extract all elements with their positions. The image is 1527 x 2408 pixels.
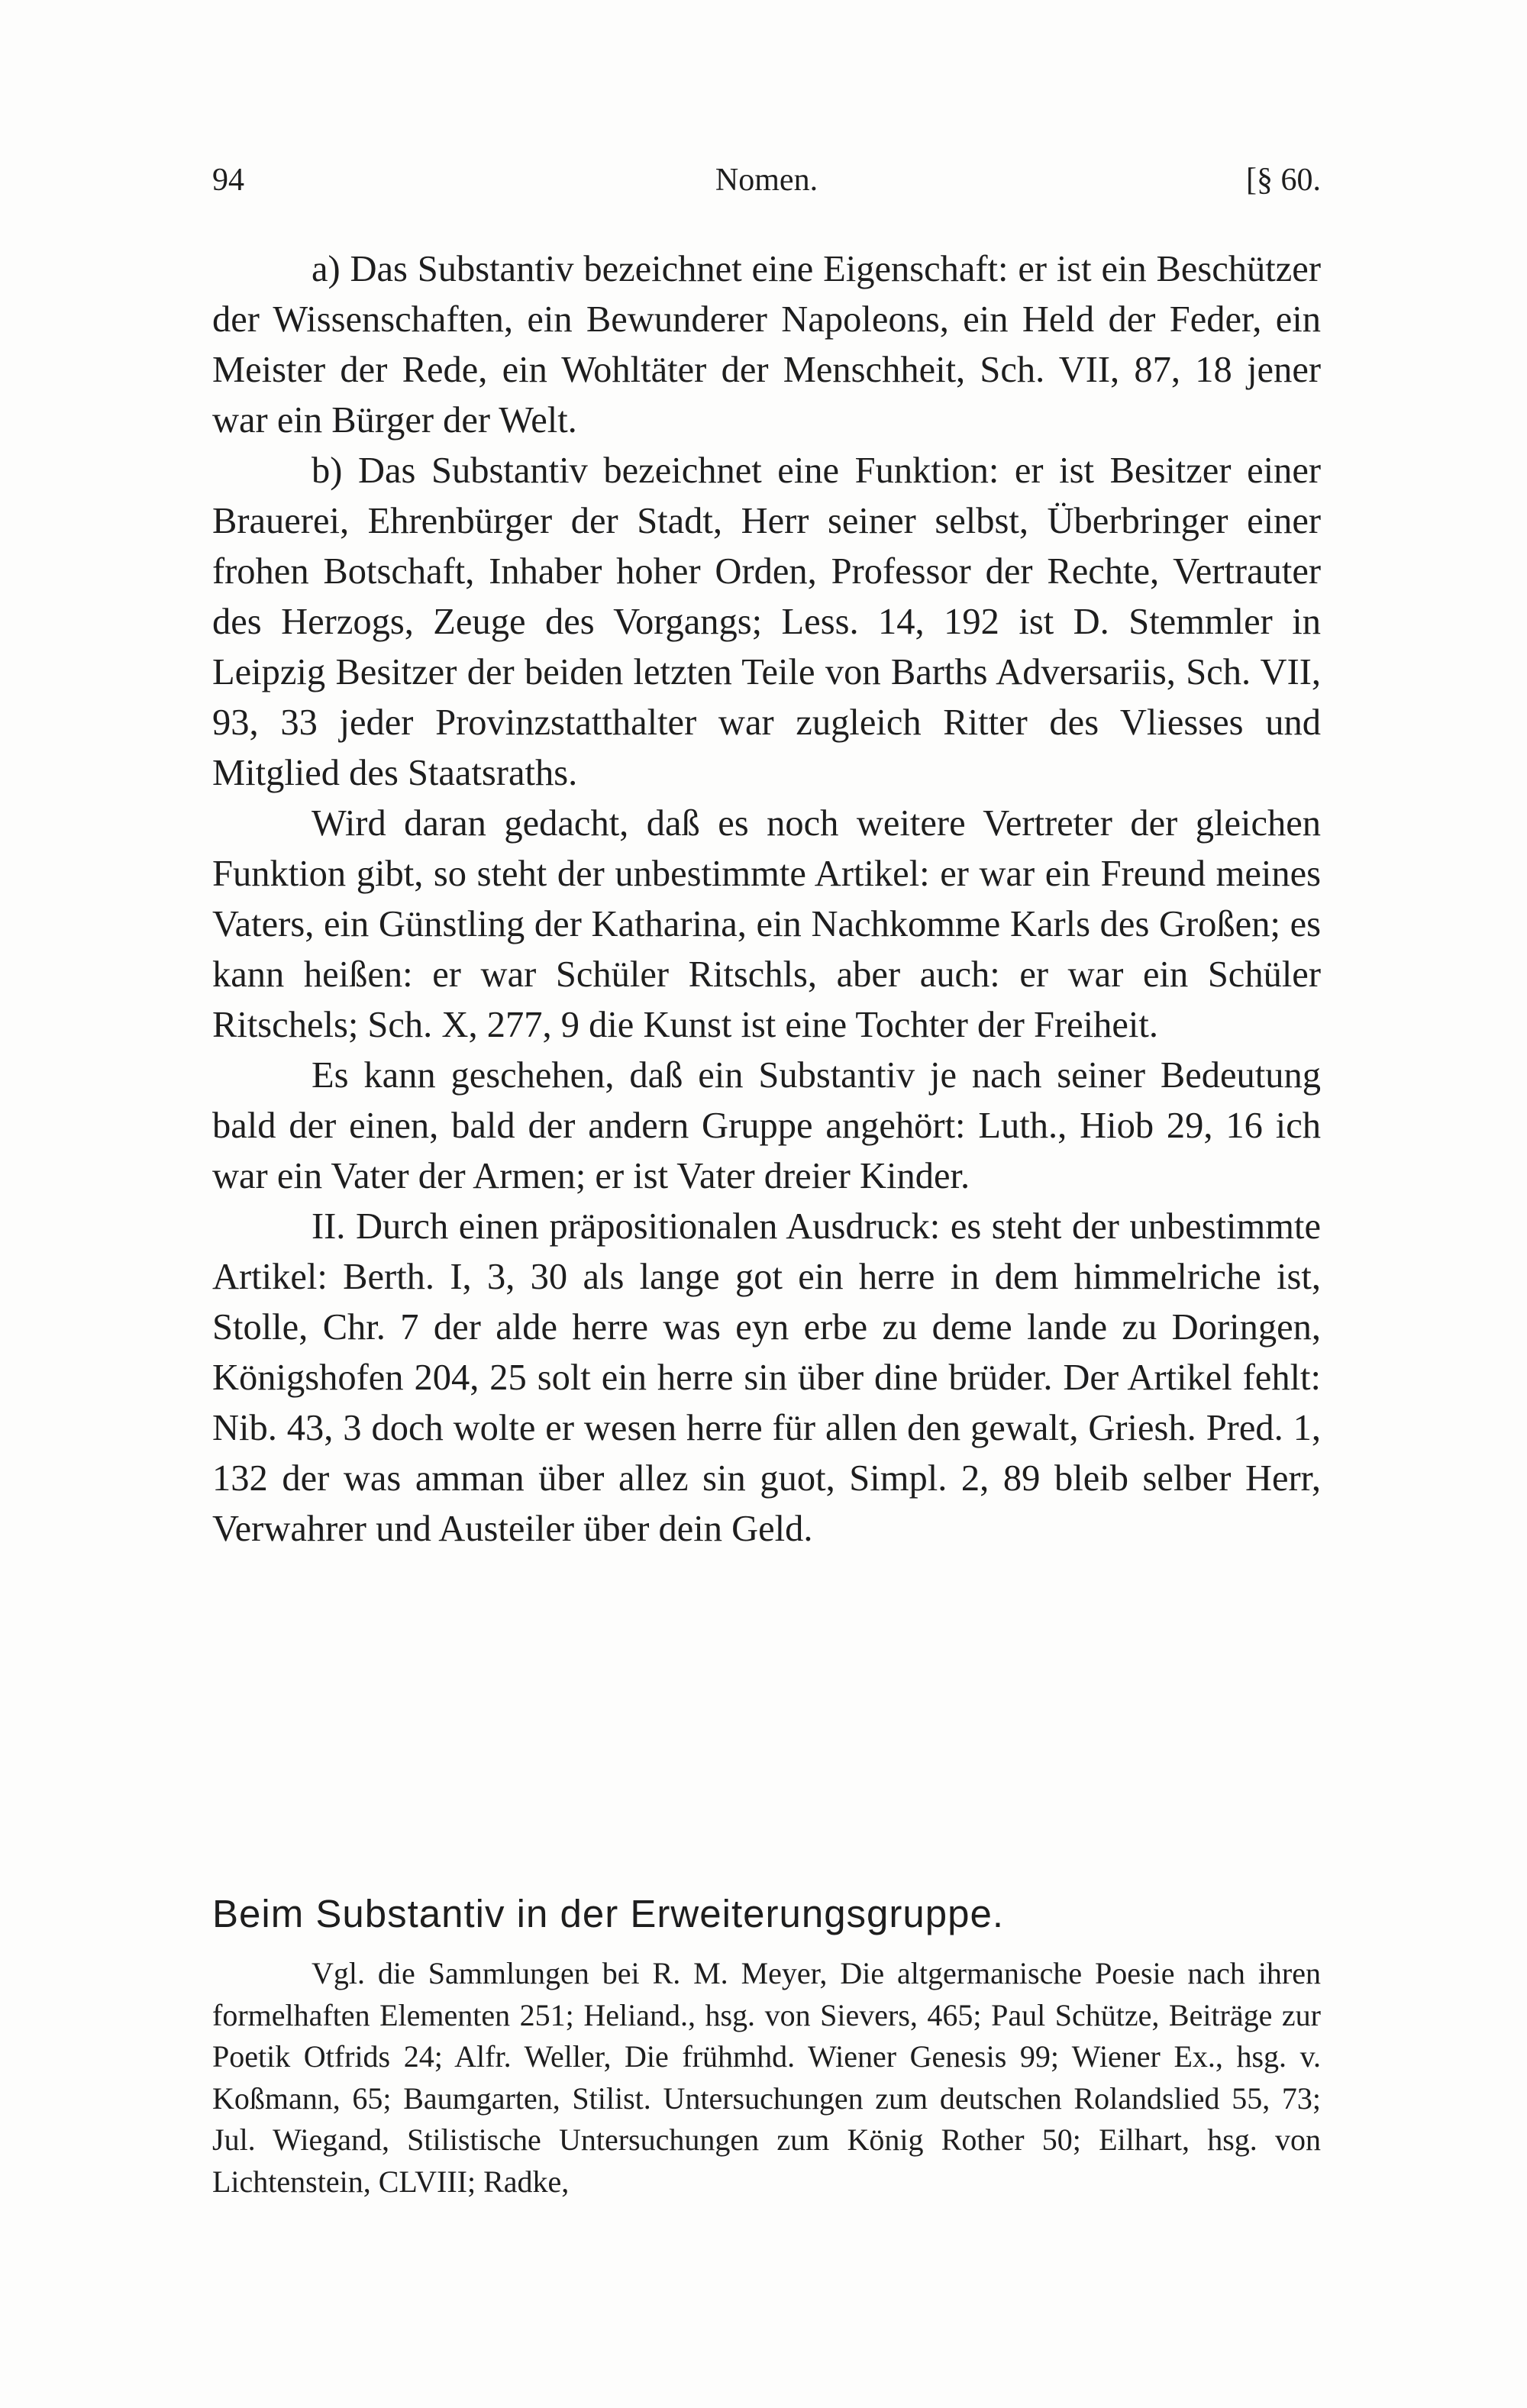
paragraph-both-groups: Es kann geschehen, daß ein Substantiv je nach seiner Bedeutung bald der einen, bald der andern Gruppe angehört: Luth., Hiob 29, 16 ich war ein Vater der Armen; er ist Vater dreier Kinder.: [212, 1055, 1321, 1196]
section-reference: [§ 60.: [1246, 163, 1321, 198]
paragraph-indefinite-article: Wird daran gedacht, daß es noch weitere Vertreter der gleichen Funktion gibt, so steht der unbestimmte Artikel: er war ein Freund meines Vaters, ein Günstling der Katharina, ein Nachkomme Karls des Großen; es kann heißen: er war Schüler Ritschls, aber auch: er war ein Schüler Ritschels; Sch. X, 277, 9 die Kunst ist eine Tochter der Freiheit.: [212, 803, 1321, 1045]
running-header: [212, 162, 1321, 208]
section-heading: Beim Substantiv in der Erweiterungsgruppe.: [212, 1892, 1005, 1935]
note-text: Vgl. die Sammlungen bei R. M. Meyer, Die altgermanische Poesie nach ihren formelhaften Elementen 251; Heliand., hsg. von Sievers, 465; Paul Schütze, Beiträge zur Poetik Otfrids 24; Alfr. Weller, Die frühmhd. Wiener Genesis 99; Wiener Ex., hsg. v. Koßmann, 65; Baumgarten, Stilist. Untersuchungen zum deutschen Rolandslied 55, 73; Jul. Wiegand, Stilistische Untersuchungen zum König Rother 50; Eilhart, hsg. von Lichtenstein, CLVIII; Radke,: [212, 1956, 1321, 2199]
paragraph-b: b) Das Substantiv bezeichnet eine Funktion: er ist Besitzer einer Brauerei, Ehrenbürger der Stadt, Herr seiner selbst, Überbringer einer frohen Botschaft, Inhaber hoher Orden, Professor der Rechte, Vertrauter des Herzogs, Zeuge des Vorgangs; Less. 14, 192 ist D. Stemmler in Leipzig Besitzer der beiden letzten Teile von Barths Adversariis, Sch. VII, 93, 33 jeder Provinzstatthalter war zugleich Ritter des Vliesses und Mitglied des Staatsraths.: [212, 450, 1321, 793]
paragraph-prepositional: II. Durch einen präpositionalen Ausdruck: es steht der unbestimmte Artikel: Berth. I, 3, 30 als lange got ein herre in dem himmelriche ist, Stolle, Chr. 7 der alde herre was eyn erbe zu deme lande zu Doringen, Königshofen 204, 25 solt ein herre sin über dine brüder. Der Artikel fehlt: Nib. 43, 3 doch wolte er wesen herre für allen den gewalt, Griesh. Pred. 1, 132 der was amman über allez sin guot, Simpl. 2, 89 bleib selber Herr, Verwahrer und Austeiler über dein Geld.: [212, 1206, 1321, 1549]
running-title: Nomen.: [715, 163, 818, 198]
bibliography-note: [212, 1953, 1321, 2203]
page-number: 94: [212, 163, 244, 198]
paragraph-a: a) Das Substantiv bezeichnet eine Eigenschaft: er ist ein Beschützer der Wissenschaften, ein Bewunderer Napoleons, ein Held der Feder, ein Meister der Rede, ein Wohltäter der Menschheit, Sch. VII, 87, 18 jener war ein Bürger der Welt.: [212, 249, 1321, 441]
main-text: [212, 244, 1321, 1554]
